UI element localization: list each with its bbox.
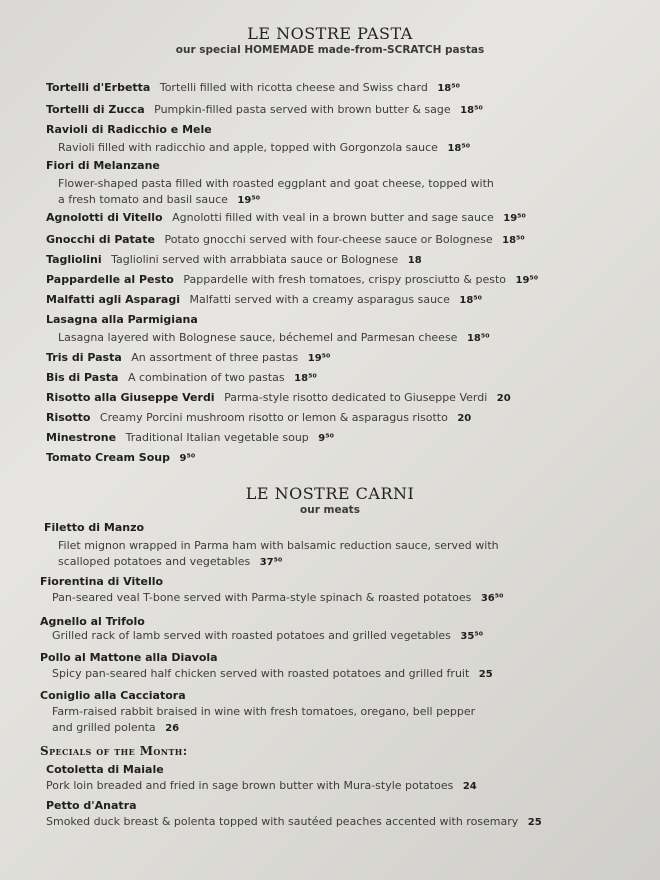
- menu-item: [40, 574, 163, 589]
- item-description-line: [52, 590, 504, 606]
- item-description: Pappardelle with fresh tomatoes, crispy prosciutto & pesto: [183, 273, 506, 286]
- item-name: Tagliolini: [46, 253, 102, 266]
- menu-item: [40, 650, 218, 665]
- item-description: Malfatti served with a creamy asparagus sauce: [189, 293, 450, 306]
- item-name: Minestrone: [46, 431, 117, 444]
- item-description: scalloped potatoes and vegetables: [58, 555, 251, 568]
- item-name: Cotoletta di Maiale: [46, 763, 164, 776]
- item-price: 18: [407, 255, 422, 266]
- pasta-section-title: LE NOSTRE PASTA: [247, 24, 413, 43]
- meats-section-subtitle: our meats: [300, 504, 360, 516]
- item-description: Tortelli filled with ricotta cheese and Swiss chard: [159, 81, 428, 94]
- item-name: Coniglio alla Cacciatora: [40, 689, 186, 702]
- item-price: 35⁵⁰: [460, 631, 484, 642]
- item-name: Tomato Cream Soup: [46, 451, 170, 464]
- menu-item: [46, 232, 525, 248]
- item-description: Lasagna layered with Bolognese sauce, béchemel and Parmesan cheese: [58, 331, 458, 344]
- menu-item: [46, 158, 160, 173]
- item-price: 9⁵⁰: [318, 433, 334, 444]
- item-description: Spicy pan-seared half chicken served with roasted potatoes and grilled fruit: [52, 667, 470, 680]
- item-description: Smoked duck breast & polenta topped with sautéed peaches accented with rosemary: [46, 815, 519, 828]
- item-price: 25: [527, 817, 542, 828]
- item-name: Agnolotti di Vitello: [46, 211, 163, 224]
- item-description-line: [58, 554, 282, 570]
- item-description-line: [52, 628, 483, 644]
- menu-item: [40, 688, 186, 703]
- item-description: A combination of two pastas: [127, 371, 285, 384]
- item-price: 19⁵⁰: [307, 353, 331, 364]
- item-price: 19⁵⁰: [515, 275, 539, 286]
- item-price: 25: [478, 669, 493, 680]
- item-price: 36⁵⁰: [480, 593, 504, 604]
- item-description: Creamy Porcini mushroom risotto or lemon & asparagus risotto: [99, 411, 448, 424]
- item-name: Risotto alla Giuseppe Verdi: [46, 391, 215, 404]
- item-name: Agnello al Trifolo: [40, 615, 145, 628]
- menu-item: [46, 292, 482, 308]
- menu-item: [46, 370, 317, 386]
- item-price: 18⁵⁰: [459, 295, 483, 306]
- item-price: 18⁵⁰: [466, 333, 490, 344]
- item-name: Tortelli d'Erbetta: [46, 81, 151, 94]
- item-name: Lasagna alla Parmigiana: [46, 313, 198, 326]
- item-description-line: [52, 666, 493, 682]
- item-price: 19⁵⁰: [237, 195, 261, 206]
- item-description-line: [58, 192, 260, 208]
- item-description: Traditional Italian vegetable soup: [125, 431, 309, 444]
- specials-header: Specials of the Month:: [40, 744, 188, 758]
- item-price: 18⁵⁰: [294, 373, 317, 384]
- item-description-line: [46, 778, 477, 794]
- menu-item: [46, 450, 195, 466]
- item-name: Fiori di Melanzane: [46, 159, 160, 172]
- item-name: Ravioli di Radicchio e Mele: [46, 123, 212, 136]
- menu-item: [46, 312, 198, 327]
- menu-item: [44, 520, 144, 535]
- item-description-line: [46, 814, 542, 830]
- item-description: Potato gnocchi served with four-cheese sauce or Bolognese: [164, 233, 493, 246]
- item-description: Pork loin breaded and fried in sage brown butter with Mura-style potatoes: [46, 779, 454, 792]
- item-description: An assortment of three pastas: [131, 351, 299, 364]
- item-description: and grilled polenta: [52, 721, 156, 734]
- menu-item: [46, 252, 422, 268]
- item-description-line: [58, 140, 470, 156]
- item-name: Risotto: [46, 411, 91, 424]
- item-price: 26: [165, 723, 180, 734]
- item-description: Grilled rack of lamb served with roasted potatoes and grilled vegetables: [52, 629, 451, 642]
- item-price: 20: [457, 413, 472, 424]
- item-name: Pappardelle al Pesto: [46, 273, 174, 286]
- item-description: a fresh tomato and basil sauce: [58, 193, 228, 206]
- item-description-line: Farm-raised rabbit braised in wine with fresh tomatoes, oregano, bell pepper: [52, 705, 476, 718]
- item-price: 37⁵⁰: [259, 557, 283, 568]
- item-price: 18⁵⁰: [460, 105, 483, 116]
- item-description-line: Flower-shaped pasta filled with roasted eggplant and goat cheese, topped with: [58, 177, 494, 190]
- menu-item: [46, 798, 137, 813]
- menu-item: [46, 122, 212, 137]
- item-price: 9⁵⁰: [179, 453, 196, 464]
- menu-item: [40, 614, 145, 629]
- item-description-line: [58, 330, 490, 346]
- meats-section-title: LE NOSTRE CARNI: [245, 484, 415, 503]
- item-name: Malfatti agli Asparagi: [46, 293, 180, 306]
- item-price: 18⁵⁰: [447, 143, 471, 154]
- menu-item: [46, 430, 334, 446]
- item-name: Bis di Pasta: [46, 371, 119, 384]
- menu-item: [46, 80, 460, 96]
- item-name: Filetto di Manzo: [44, 521, 145, 534]
- item-name: Gnocchi di Patate: [46, 233, 155, 246]
- item-name: Fiorentina di Vitello: [40, 575, 164, 588]
- item-name: Pollo al Mattone alla Diavola: [40, 651, 218, 664]
- item-name: Tortelli di Zucca: [46, 103, 145, 116]
- item-price: 24: [462, 781, 477, 792]
- item-description: Agnolotti filled with veal in a brown butter and sage sauce: [172, 211, 494, 224]
- pasta-section-subtitle: our special HOMEMADE made-from-SCRATCH pastas: [175, 44, 485, 56]
- item-name: Tris di Pasta: [46, 351, 122, 364]
- item-description: Ravioli filled with radicchio and apple, topped with Gorgonzola sauce: [58, 141, 438, 154]
- item-description-line: Filet mignon wrapped in Parma ham with balsamic reduction sauce, served with: [58, 539, 499, 552]
- menu-item: [46, 410, 471, 426]
- menu-item: [46, 350, 330, 366]
- menu-item: [46, 272, 538, 288]
- item-description: Tagliolini served with arrabbiata sauce or Bolognese: [111, 253, 399, 266]
- item-description: Parma-style risotto dedicated to Giuseppe Verdi: [224, 391, 488, 404]
- item-description: Pumpkin-filled pasta served with brown butter & sage: [154, 103, 451, 116]
- item-price: 18⁵⁰: [437, 83, 461, 94]
- item-price: 19⁵⁰: [503, 213, 526, 224]
- item-price: 18⁵⁰: [502, 235, 525, 246]
- menu-item: [46, 210, 526, 226]
- menu-item: [46, 762, 164, 777]
- menu-item: [46, 102, 483, 118]
- item-description: Pan-seared veal T-bone served with Parma-style spinach & roasted potatoes: [52, 591, 472, 604]
- menu-item: [46, 390, 511, 406]
- item-price: 20: [496, 393, 511, 404]
- item-description-line: [52, 720, 179, 736]
- item-name: Petto d'Anatra: [46, 799, 137, 812]
